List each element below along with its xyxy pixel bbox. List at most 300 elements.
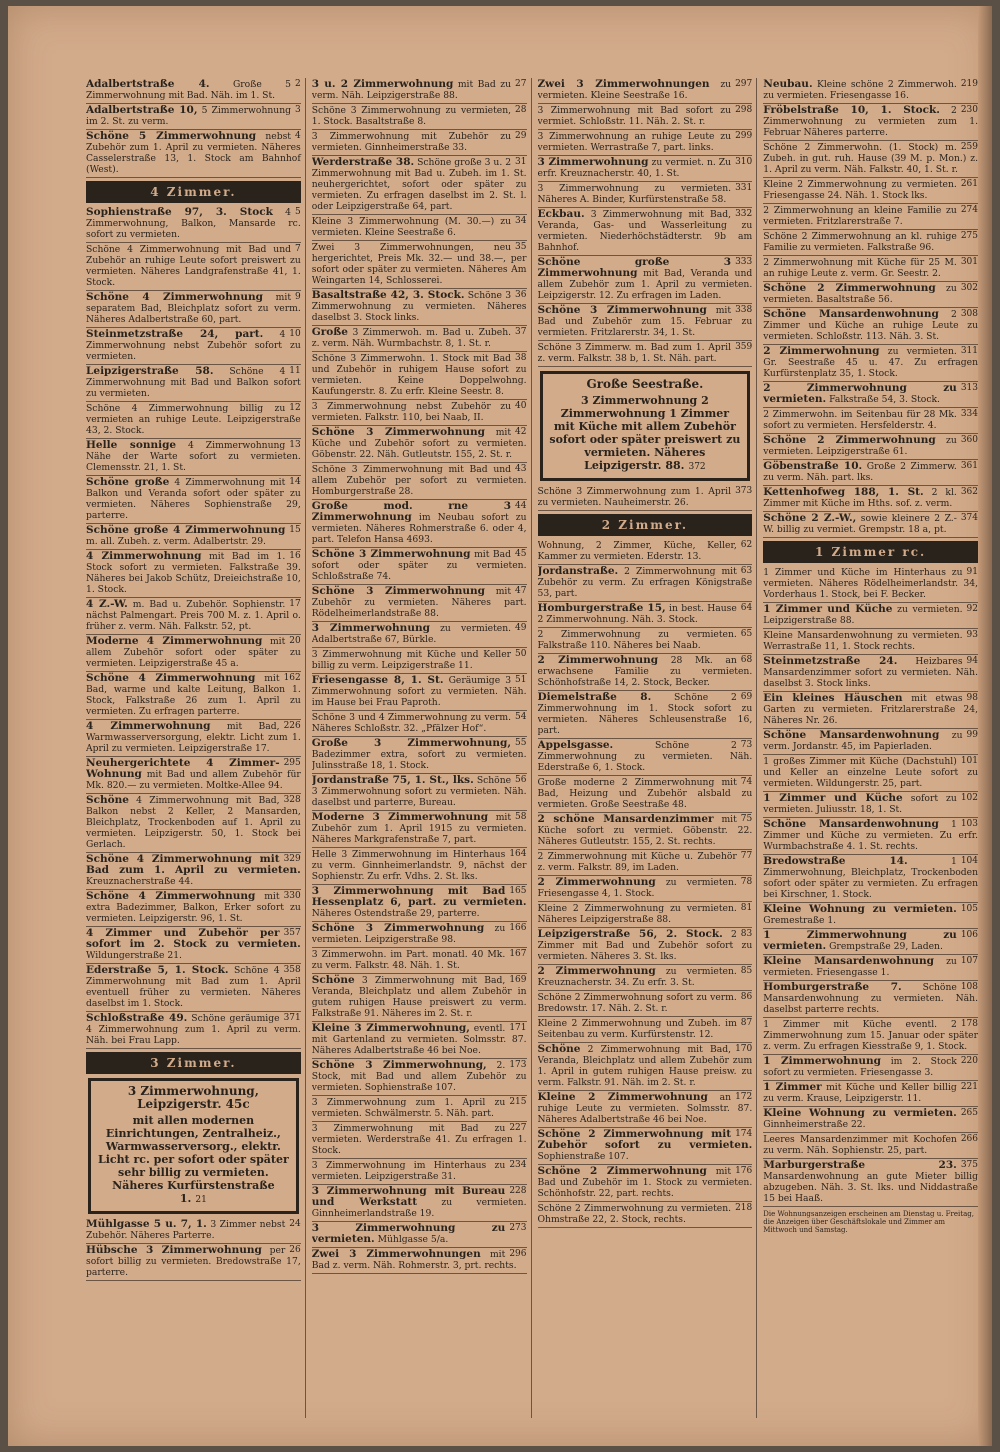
classified-ad bbox=[86, 635, 301, 672]
ad-text: per sofort billig zu vermieten. Bredowstraße 17, parterre. bbox=[86, 1245, 301, 1278]
ad-number: 9 bbox=[295, 292, 301, 302]
classified-ad bbox=[86, 853, 301, 890]
ad-number: 310 bbox=[735, 157, 753, 167]
classified-ad bbox=[86, 550, 301, 598]
ad-number: 164 bbox=[509, 849, 527, 859]
classified-ad bbox=[763, 792, 978, 818]
ad-text: Kreuznacherstraße 44. bbox=[86, 876, 194, 887]
ad-number: 275 bbox=[960, 231, 978, 241]
ad-headline: Helle sonnige bbox=[86, 439, 177, 451]
ad-number: 108 bbox=[960, 982, 978, 992]
ad-headline: 4 Zimmerwohnung bbox=[86, 550, 202, 562]
ad-number: 331 bbox=[735, 183, 753, 193]
classified-ad bbox=[312, 848, 527, 885]
classified-ad bbox=[538, 602, 753, 628]
ad-number: 85 bbox=[740, 966, 753, 976]
classified-ad bbox=[763, 981, 978, 1018]
classified-ad bbox=[763, 141, 978, 178]
ad-text: Kleine 2 Zimmerwohnung zu vermieten. Friesengasse 24. Näh. 1. Stock lks. bbox=[763, 179, 957, 201]
classified-ad bbox=[763, 729, 978, 755]
ad-number: 333 bbox=[735, 257, 753, 267]
ad-number: 374 bbox=[960, 513, 978, 523]
ad-text: zu vermieten. Leipzigerstraße 88. bbox=[763, 604, 963, 626]
ad-text: sowie kleinere 2 Z.-W. billig zu vermiet. Grempstr. 18 a, pt. bbox=[763, 513, 957, 535]
ad-text: 3 Zimmerwohnung nebst Zubehör zu vermieten. Falkstr. 110, bei Naab, II. bbox=[311, 401, 512, 423]
classified-ad bbox=[86, 964, 301, 1012]
ad-text: 2. Stock, mit Bad und allem Zubehör zu vermieten. Sophienstraße 107. bbox=[311, 1060, 527, 1093]
ad-text: Schöne 4 Zimmerwohnung mit Bad zum 1. April eventuell früher zu vermieten. Näheres daselbst im 1. Stock. bbox=[86, 965, 301, 1009]
classified-ad bbox=[763, 178, 978, 204]
ad-text: 2 Zimmer mit Bad und Zubehör sofort zu vermieten. Näheres 3. St. lks. bbox=[537, 929, 753, 962]
ad-number: 26 bbox=[289, 1245, 301, 1255]
ad-number: 69 bbox=[740, 692, 753, 702]
ad-text: Kleine 2 Zimmerwohnung und Zubeh. im Seitenbau zu verm. Kurfürstenstr. 12. bbox=[537, 1018, 737, 1040]
classified-ad bbox=[86, 243, 301, 291]
ad-headline: Kleine 2 Zimmerwohnung bbox=[537, 1091, 708, 1103]
ad-text: 2 Zimmerwohnung mit Küche u. Zubehör z. verm. Falkstr. 89, im Laden. bbox=[537, 851, 737, 873]
ad-number: 20 bbox=[289, 636, 301, 646]
ad-headline: Schöne 3 Zimmerwohnung bbox=[311, 585, 485, 597]
ad-text: in best. Hause 2 Zimmerwohnung. Näh. 3. Stock. bbox=[537, 603, 737, 625]
classified-ad bbox=[763, 78, 978, 104]
classified-ad bbox=[763, 855, 978, 903]
ad-text: Wohnung, 2 Zimmer, Küche, Keller, Kammer zu vermieten. Ederstr. 13. bbox=[537, 540, 737, 562]
ad-headline: Schöne 5 Zimmerwohnung bbox=[86, 130, 257, 142]
ad-text: Schöne 2 Zimmerwohnung an kl. ruhige Familie zu vermieten. Falkstraße 96. bbox=[763, 231, 957, 253]
ad-text: Schöne 3 und 4 Zimmerwohnung zu verm. Näheres Schloßstr. 32. „Pfälzer Hof“. bbox=[311, 712, 512, 734]
classified-ad bbox=[86, 402, 301, 439]
ad-number: 360 bbox=[960, 435, 978, 445]
classified-ad bbox=[538, 739, 753, 776]
classified-ad bbox=[538, 539, 753, 565]
ad-text: mit Küche und Keller billig zu verm. Krause, Leipzigerstr. 11. bbox=[763, 1082, 957, 1104]
ad-headline: 3 Zimmerwohnung bbox=[311, 622, 430, 634]
ad-text: 2 Zimmerwohnung mit Bad, Veranda, Bleichplatz und allem Zubehör zum 1. April in gutem ruhigen Hause preisw. zu verm. Falkstr. 91. Näh. im 2. St. r. bbox=[537, 1044, 753, 1088]
ad-text: mit Bad, Veranda und allem Zubehör zum 1. April zu vermieten. Leipzigerstr. 12. Zu erfragen im Laden. bbox=[537, 268, 753, 301]
ad-text: Falkstraße 54, 3. Stock. bbox=[829, 394, 940, 405]
classified-ad bbox=[763, 1055, 978, 1081]
classified-ad bbox=[312, 1122, 527, 1159]
ad-number: 173 bbox=[509, 1060, 527, 1070]
ad-headline: Schöne Mansardenwohnung bbox=[763, 308, 939, 320]
ad-number: 54 bbox=[515, 712, 527, 722]
ad-headline: 1 Zimmerwohnung zu vermieten. bbox=[763, 929, 957, 952]
classified-ad bbox=[538, 208, 753, 256]
ad-headline: Schöne Mansardenwohnung bbox=[763, 729, 940, 741]
ad-number: 338 bbox=[735, 305, 753, 315]
classified-ad bbox=[312, 948, 527, 974]
ad-text: 1 Zimmer und Küche zu vermieten. Zu erfr. Wurmbachstraße 4. 1. St. rechts. bbox=[763, 819, 978, 852]
ad-text: Kleine 3 Zimmerwohnung (M. 30.—) zu vermieten. Kleine Seestraße 6. bbox=[311, 216, 512, 238]
ad-headline: Schöne große 4 Zimmerwohnung bbox=[86, 524, 286, 536]
classified-ad bbox=[86, 328, 301, 365]
ad-headline: Schöne 3 Zimmerwohnung bbox=[311, 922, 485, 934]
ad-headline: Schöne bbox=[86, 794, 129, 806]
ad-text: mit Bad, Warmwasserversorgung, elektr. Licht zum 1. April zu vermieten. Leipzigerstraße 17. bbox=[86, 721, 301, 754]
ad-text: Große 5 Zimmerwohnung mit Bad. Näh. im 1. St. bbox=[86, 79, 292, 101]
ad-number: 98 bbox=[966, 693, 978, 703]
ad-headline: Kleine Mansardenwohnung bbox=[763, 955, 935, 967]
ad-text: 3 Zimmerwohnung mit Bad zu vermieten. Werderstraße 41. Zu erfragen 1. Stock. bbox=[311, 1123, 527, 1156]
classified-ad bbox=[312, 774, 527, 811]
classified-ad bbox=[763, 692, 978, 729]
classified-ad bbox=[86, 206, 301, 243]
ad-number: 296 bbox=[509, 1249, 527, 1259]
ad-number: 21 bbox=[195, 1195, 207, 1205]
ad-text: 4 Zimmerwohnung nebst Zubehör sofort zu vermieten. bbox=[86, 329, 301, 362]
ad-headline: Jordanstraße. bbox=[537, 565, 619, 577]
ad-headline: Marburgerstraße 23. bbox=[763, 1159, 957, 1171]
ad-headline: 3 Zimmerwohnung mit Bureau und Werkstatt bbox=[311, 1185, 506, 1208]
classified-ad bbox=[538, 928, 753, 965]
classified-ad bbox=[86, 439, 301, 476]
ad-text: mit Bad und allem Zubehör für Mk. 820.— zu vermieten. Moltke-Allee 94. bbox=[86, 769, 301, 791]
classified-ad bbox=[312, 585, 527, 622]
ad-number: 40 bbox=[515, 401, 527, 411]
ad-number: 218 bbox=[735, 1203, 753, 1213]
ad-number: 162 bbox=[283, 673, 301, 683]
ad-text: Schöne 3 Zimmerw. m. Bad zum 1. April z. verm. Falkstr. 38 b, 1. St. Näh. part. bbox=[537, 342, 732, 364]
classified-ad bbox=[763, 955, 978, 981]
classified-ad bbox=[763, 1159, 978, 1207]
ad-headline: Jordanstraße 75, 1. St., lks. bbox=[311, 774, 474, 786]
ad-text: 1 Zimmerwohnung, Bleichplatz, Trockenboden sofort oder später zu vermieten. Zu erfragen bei Kirschner, 1. Stock. bbox=[763, 856, 978, 900]
classified-ad bbox=[312, 352, 527, 400]
classified-ad bbox=[312, 130, 527, 156]
ad-number: 77 bbox=[740, 851, 753, 861]
ad-headline: 1 Zimmer und Küche bbox=[763, 792, 903, 804]
ad-text: Leeres Mansardenzimmer mit Kochofen zu verm. Näh. Sophienstr. 25, part. bbox=[763, 1134, 957, 1156]
classified-ad bbox=[763, 818, 978, 855]
classified-ad bbox=[86, 890, 301, 927]
classified-ad bbox=[312, 1059, 527, 1096]
classified-ad bbox=[538, 104, 753, 130]
classified-ad bbox=[763, 629, 978, 655]
ad-headline: Schöne 4 Zimmerwohnung bbox=[86, 890, 256, 902]
ad-number: 31 bbox=[515, 157, 527, 167]
ad-headline: 2 Zimmerwohnung bbox=[537, 654, 659, 666]
classified-ad bbox=[763, 903, 978, 929]
classified-ad bbox=[538, 776, 753, 813]
classified-ad bbox=[763, 308, 978, 345]
ad-number: 7 bbox=[295, 244, 301, 254]
ad-text: 2 Zimmerwohnung zu vermieten. Falkstraße 110. Näheres bei Naab. bbox=[537, 629, 737, 651]
ad-text: 3 Zimmerwoh. m. Bad u. Zubeh. z. verm. Näh. Wurmbachstr. 8, 1. St. r. bbox=[311, 327, 512, 349]
ad-headline: Moderne 4 Zimmerwohnung bbox=[86, 635, 263, 647]
ad-number: 176 bbox=[735, 1166, 753, 1176]
ad-number: 295 bbox=[283, 758, 301, 768]
classified-ad bbox=[86, 78, 301, 104]
ad-number: 298 bbox=[735, 105, 753, 115]
ad-text: mit Bad zu verm. Näh. Leipzigerstraße 88. bbox=[311, 79, 512, 101]
ad-headline: Adalbertstraße 10, bbox=[86, 104, 198, 116]
ad-headline: Werderstraße 38. bbox=[311, 156, 415, 168]
ad-headline: Basaltstraße 42, 3. Stock. bbox=[311, 289, 465, 301]
classified-ad bbox=[763, 929, 978, 955]
ad-headline: Kleine Wohnung zu vermieten. bbox=[763, 903, 957, 915]
classified-columns bbox=[86, 78, 982, 1418]
classified-ad bbox=[312, 1022, 527, 1059]
ad-text: mit Bad und Zubehör im 1. Stock zu vermieten. Schönhofstr. 22, part. rechts. bbox=[537, 1166, 753, 1199]
ad-text: mit Bad, warme und kalte Leitung, Balkon 1. Stock, Falkstraße 26 zum 1. April zu vermieten. Zu erfragen parterre. bbox=[86, 673, 301, 717]
ad-number: 274 bbox=[960, 205, 978, 215]
ad-number: 226 bbox=[283, 721, 301, 731]
ad-number: 332 bbox=[735, 209, 753, 219]
ad-text: 2 Zimmerwohnung mit Küche für 25 M. an ruhige Leute z. verm. Gr. Seestr. 2. bbox=[763, 257, 957, 279]
classified-ad bbox=[312, 215, 527, 241]
classified-ad bbox=[86, 720, 301, 757]
classified-ad bbox=[763, 1081, 978, 1107]
ad-number: 11 bbox=[289, 366, 301, 376]
ad-number: 362 bbox=[960, 487, 978, 497]
column-4 bbox=[763, 78, 982, 1418]
ad-number: 47 bbox=[515, 586, 527, 596]
ad-number: 14 bbox=[289, 477, 301, 487]
boxed-ad-text: mit allen modernen Einrichtungen, Zentralheiz., Warmwasserversorg., elektr. Licht rc. per sofort oder später sehr billig zu vermieten. Näheres Kurfürstenstraße 1. bbox=[97, 1114, 289, 1205]
classified-ad bbox=[86, 476, 301, 524]
ad-text: zu vermieten. Gr. Seestraße 45 u. 47. Zu erfragen Kurfürstenplatz 35, 1. Stock. bbox=[763, 346, 978, 379]
ad-number: 13 bbox=[289, 440, 301, 450]
ad-number: 75 bbox=[740, 814, 753, 824]
ad-text: 2 Zimmerwohnung mit Zubehör zu verm. Zu erfragen Königstraße 53, part. bbox=[537, 566, 753, 599]
ad-number: 170 bbox=[735, 1044, 753, 1054]
ad-number: 359 bbox=[735, 342, 753, 352]
ad-text: Badezimmer extra, sofort zu vermieten. Julinsstraße 18, 1. Stock. bbox=[311, 749, 527, 771]
classified-ad bbox=[763, 282, 978, 308]
ad-headline: 4 Z.-W. bbox=[86, 598, 128, 610]
ad-text: 2 Zimmerwohnung an kleine Familie zu vermieten. Fritzlarerstraße 7. bbox=[763, 205, 957, 227]
ad-text: 2 Zimmerwohn. im Seitenbau für 28 Mk. sofort zu vermieten. Hersfelderstr. 4. bbox=[763, 409, 957, 431]
classified-ad bbox=[763, 345, 978, 382]
ad-number: 102 bbox=[960, 793, 978, 803]
classified-ad bbox=[763, 1107, 978, 1133]
ad-text: Kleine 2 Zimmerwohnung zu vermieten. Näheres Leipzigerstraße 88. bbox=[537, 903, 737, 925]
classified-ad bbox=[538, 156, 753, 182]
ad-text: mit Bad im 1. Stock sofort zu vermieten. Falkstraße 39. Näheres bei Jakob Schütz, Dreieichstraße 10, 1. Stock. bbox=[86, 551, 301, 595]
footer-note: Die Wohnungsanzeigen erscheinen am Dienstag u. Freitag, die Anzeigen über Geschäftslokale und Zimmer am Mittwoch und Samstag. bbox=[763, 1210, 974, 1234]
ad-number: 101 bbox=[960, 756, 978, 766]
classified-ad bbox=[763, 104, 978, 141]
ad-text: Schöne Mansardenwohnung zu vermieten. Näh. daselbst parterre rechts. bbox=[763, 982, 978, 1015]
ad-number: 372 bbox=[688, 462, 706, 472]
classified-ad bbox=[538, 850, 753, 876]
ad-number: 373 bbox=[735, 486, 753, 496]
classified-ad bbox=[86, 794, 301, 853]
classified-ad bbox=[538, 1165, 753, 1202]
ad-headline: Schöne 4 Zimmerwohnung bbox=[86, 291, 264, 303]
classified-ad bbox=[312, 500, 527, 548]
ad-number: 105 bbox=[960, 904, 978, 914]
ad-number: 266 bbox=[960, 1134, 978, 1144]
ad-text: Zwei 3 Zimmerwohnungen, neu hergerichtet, Preis Mk. 32.— und 38.—, per sofort oder später zu vermieten. Näheres Am Weingarten 14, Schlosserei. bbox=[311, 242, 527, 286]
ad-text: mit Küche sofort zu vermiet. Göbenstr. 22. Näheres Gutleutstr. 155, 2. St. rechts. bbox=[537, 814, 753, 847]
classified-ad bbox=[312, 648, 527, 674]
ad-text: 3 Zimmerwohnung mit Bad, Veranda, Gas- und Wasserleitung zu vermieten. Niederhöchstädterstr. 9b am Bahnhof. bbox=[537, 209, 753, 253]
ad-headline: Kleine 3 Zimmerwohnung, bbox=[311, 1022, 470, 1034]
ad-number: 10 bbox=[289, 329, 301, 339]
classified-ad bbox=[763, 382, 978, 408]
ad-text: 3 Zimmerwohnung mit Bad, Veranda, Bleichplatz und allem Zubehör in gutem ruhigen Hause preiswert zu verm. Falkstraße 91. Näheres im 2. St. r. bbox=[311, 975, 527, 1019]
ad-headline: Schloßstraße 49. bbox=[86, 1012, 188, 1024]
ad-number: 16 bbox=[289, 551, 301, 561]
ad-headline: Bredowstraße 14. bbox=[763, 855, 908, 867]
classified-ad bbox=[538, 654, 753, 691]
ad-headline: Schöne 4 Zimmerwohnung bbox=[86, 672, 256, 684]
ad-headline: Schöne 4 Zimmerwohnung mit Bad zum 1. April zu vermieten. bbox=[86, 853, 301, 876]
ad-text: 4 Zimmerwohnung mit Balkon und Veranda sofort oder später zu vermieten. Näheres Sophienstraße 29, parterre. bbox=[86, 477, 301, 521]
ad-number: 330 bbox=[283, 891, 301, 901]
classified-ad bbox=[86, 1244, 301, 1281]
ad-number: 265 bbox=[960, 1108, 978, 1118]
ad-number: 28 bbox=[515, 105, 527, 115]
ad-number: 38 bbox=[515, 353, 527, 363]
ad-text: zu vermieten. Kreuznacherstr. 34. Zu erfr. 3. St. bbox=[537, 966, 737, 988]
ad-number: 357 bbox=[283, 928, 301, 938]
ad-headline: 2 Zimmerwohnung bbox=[537, 876, 656, 888]
ad-text: nebst Zubehör zum 1. April zu vermieten. Näheres Casselerstraße 13, 1. Stock am Bahnhof (West). bbox=[86, 131, 301, 175]
ad-text: 2 kl. Zimmer mit Küche im Hths. sof. z. verm. bbox=[763, 487, 957, 509]
classified-ad bbox=[763, 486, 978, 512]
ad-text: Mühlgasse 5/a. bbox=[377, 1234, 449, 1245]
ad-number: 301 bbox=[960, 257, 978, 267]
ad-text: im Neubau sofort zu vermieten. Näheres Rohmerstraße 6. oder 4, part. Telefon Hansa 4693. bbox=[311, 512, 527, 545]
ad-headline: Große 3 Zimmerwohnung, bbox=[311, 737, 512, 749]
ad-number: 87 bbox=[740, 1018, 753, 1028]
ad-headline: Appelsgasse. bbox=[537, 739, 614, 751]
ad-number: 5 bbox=[295, 207, 301, 217]
classified-ad bbox=[763, 434, 978, 460]
ad-text: 3 Zimmerwohnung zum 1. April zu vermieten. Schwälmerstr. 5. Näh. part. bbox=[311, 1097, 506, 1119]
ad-text: mit Küche und Zubehör sofort zu vermieten. Göbenstr. 22. Näh. Gutleutstr. 155, 2. St. r. bbox=[311, 427, 527, 460]
ad-text: 1 Zimmer und Küche im Hinterhaus zu vermieten. Näheres Rödelheimerlandstr. 34, Vorderhaus 1. Stock, bei F. Becker. bbox=[763, 567, 978, 600]
classified-ad bbox=[763, 755, 978, 792]
ad-text: Schöne 2 Zimmerwohnung sofort zu verm. Bredowstr. 17. Näh. 2. St. r. bbox=[537, 992, 737, 1014]
ad-number: 45 bbox=[515, 549, 527, 559]
ad-text: an ruhige Leute zu vermieten. Solmsstr. 87. Näheres Adalbertstraße 46 bei Noe. bbox=[537, 1092, 753, 1125]
classified-ad bbox=[763, 408, 978, 434]
classified-ad bbox=[312, 622, 527, 648]
ad-headline: Leipzigerstraße 58. bbox=[86, 365, 214, 377]
ad-text: Mansardenwohnung an gute Mieter billig abzugeben. Näh. 3. St. lks. und Niddastraße 15 bei Haaß. bbox=[763, 1171, 978, 1204]
ad-text: Kleine schöne 2 Zimmerwoh. zu vermieten. Friesengasse 16. bbox=[763, 79, 957, 101]
classified-ad bbox=[763, 230, 978, 256]
ad-text: Helle 3 Zimmerwohnung im Hinterhaus zu verm. Ginnheimerlandstr. 9, nächst der Sophienstr. Zu erfr. Vdhs. 2. St. lks. bbox=[311, 849, 527, 882]
ad-number: 43 bbox=[515, 464, 527, 474]
classified-ad bbox=[312, 241, 527, 289]
ad-number: 103 bbox=[960, 819, 978, 829]
classified-ad bbox=[86, 927, 301, 964]
ad-text: Schöne 3 Zimmerwohnung zu vermieten. Näheres daselbst 3. Stock links. bbox=[311, 290, 527, 323]
ad-text: 3 Zimmerwohnung an ruhige Leute zu vermieten. Werrastraße 7, part. links. bbox=[537, 131, 732, 153]
ad-headline: Mühlgasse 5 u. 7, 1. bbox=[86, 1218, 207, 1230]
ad-number: 165 bbox=[509, 886, 527, 896]
ad-text: zu vermieten. Leipzigerstraße 98. bbox=[311, 923, 506, 945]
classified-ad bbox=[86, 598, 301, 635]
ad-headline: 4 Zimmer und Zubehör per sofort im 2. Stock zu vermieten. bbox=[86, 927, 301, 950]
ad-number: 34 bbox=[515, 216, 527, 226]
ad-number: 51 bbox=[515, 675, 527, 685]
ad-headline: Ederstraße 5, 1. Stock. bbox=[86, 964, 229, 976]
ad-headline: Eckbau. bbox=[537, 208, 585, 220]
ad-text: Schöne 4 Zimmerwohnung mit Bad und Zubehör an ruhige Leute sofort preiswert zu vermieten. Näheres Landgrafenstraße 41, 1. Stock. bbox=[86, 244, 301, 288]
classified-ad bbox=[312, 289, 527, 326]
ad-headline: 2 schöne Mansardenzimmer bbox=[537, 813, 714, 825]
boxed-ad-title: 3 Zimmerwohnung, Leipzigerstr. 45c bbox=[127, 1084, 259, 1111]
ad-number: 42 bbox=[515, 427, 527, 437]
ad-headline: Moderne 3 Zimmerwohnung bbox=[311, 811, 489, 823]
ad-text: Schöne 3 Zimmerwohnung zum 1. April zu vermieten. Nauheimerstr. 26. bbox=[537, 486, 732, 508]
classified-ad bbox=[312, 463, 527, 500]
ad-headline: Schöne 2 Z.-W., bbox=[763, 512, 857, 524]
ad-text: mit separatem Bad, Bleichplatz sofort zu verm. Näheres Adalbertstraße 60, part. bbox=[86, 292, 301, 325]
ad-headline: 3 u. 2 Zimmerwohnung bbox=[311, 78, 454, 90]
classified-ad bbox=[312, 426, 527, 463]
classified-ad bbox=[763, 566, 978, 603]
ad-text: 3 Zimmer nebst Zubehör. Näheres Parterre. bbox=[86, 1219, 286, 1241]
ad-text: zu vermieten. Friesengasse 4, 1. Stock. bbox=[537, 877, 737, 899]
classified-ad bbox=[763, 1018, 978, 1055]
ad-number: 50 bbox=[515, 649, 527, 659]
classified-ad bbox=[538, 813, 753, 850]
classified-ad bbox=[763, 460, 978, 486]
classified-ad bbox=[312, 1096, 527, 1122]
ad-text: Große 2 Zimmerw. zu verm. Näh. part. lks. bbox=[763, 461, 957, 483]
ad-text: zu verm. Jordanstr. 45, im Papierladen. bbox=[763, 730, 963, 752]
ad-number: 24 bbox=[289, 1219, 301, 1229]
ad-number: 94 bbox=[966, 656, 978, 666]
ad-number: 220 bbox=[960, 1056, 978, 1066]
ad-headline: Steinmetzstraße 24, part. bbox=[86, 328, 264, 340]
classified-ad bbox=[538, 182, 753, 208]
ad-headline: 2 Zimmerwohnung bbox=[537, 965, 656, 977]
ad-number: 64 bbox=[740, 603, 753, 613]
classified-ad bbox=[538, 1091, 753, 1128]
ad-text: Schöne 3 Zimmerwohnung sofort zu vermieten. Näh. daselbst und parterre, Bureau. bbox=[311, 775, 527, 808]
ad-headline: Adalbertstraße 4. bbox=[86, 78, 210, 90]
classified-ad bbox=[312, 737, 527, 774]
ad-headline: Schöne 3 Zimmerwohnung bbox=[311, 426, 485, 438]
ad-text: sofort zu vermieten. Juliusstr. 18, 1. St. bbox=[763, 793, 957, 815]
ad-text: 4 Zimmerwohnung, Balkon, Mansarde rc. sofort zu vermieten. bbox=[86, 207, 301, 240]
ad-text: 3 Zimmerwohnung mit Zubehör zu vermieten. Ginnheimerstraße 33. bbox=[311, 131, 512, 153]
ad-headline: Ein kleines Häuschen bbox=[763, 692, 903, 704]
ad-text: 3 Zimmerwohn. im Part. monatl. 40 Mk. zu verm. Falkstr. 48. Näh. 1. St. bbox=[311, 949, 506, 971]
ad-text: Grempstraße 29, Laden. bbox=[829, 941, 943, 952]
ad-headline: Steinmetzstraße 24. bbox=[763, 655, 898, 667]
classified-ad bbox=[86, 524, 301, 550]
ad-number: 106 bbox=[960, 930, 978, 940]
section-header: 3 Zimmer. bbox=[86, 1052, 301, 1074]
column-1 bbox=[86, 78, 306, 1418]
classified-ad bbox=[312, 78, 527, 104]
classified-ad bbox=[86, 104, 301, 130]
ad-number: 56 bbox=[515, 775, 527, 785]
ad-number: 65 bbox=[740, 629, 753, 639]
ad-number: 171 bbox=[509, 1023, 527, 1033]
ad-text: Schöne 2 Zimmerwohn. (1. Stock) m. Zubeh. in gut. ruh. Hause (39 M. p. Mon.) z. 1. April zu verm. Näh. Falkstr. 40, 1. St. r. bbox=[763, 142, 978, 175]
ad-text: 5 Zimmerwohnung im 2. St. zu verm. bbox=[86, 105, 292, 127]
ad-headline: Zwei 3 Zimmerwohnungen bbox=[311, 1248, 481, 1260]
ad-headline: 1 Zimmer bbox=[763, 1081, 822, 1093]
ad-text: 3 Zimmerwohnung zu vermieten. Näheres A. Binder, Kurfürstenstraße 58. bbox=[537, 183, 732, 205]
classified-ad bbox=[538, 1202, 753, 1228]
ad-headline: Schöne 3 Zimmerwohnung bbox=[537, 304, 707, 316]
ad-headline: Schöne 2 Zimmerwohnung bbox=[537, 1165, 707, 1177]
ad-text: 1 großes Zimmer mit Küche (Dachstuhl) und Keller an einzelne Leute sofort zu vermieten. Wildungerstr. 25, part. bbox=[763, 756, 978, 789]
classified-ad bbox=[538, 965, 753, 991]
ad-text: Ginnheimerstraße 22. bbox=[763, 1119, 866, 1130]
ad-number: 227 bbox=[509, 1123, 527, 1133]
